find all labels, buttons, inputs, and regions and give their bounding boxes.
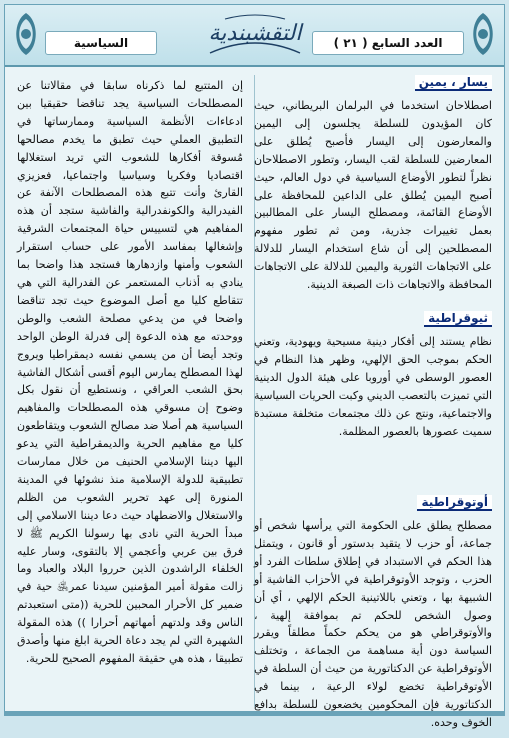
section-body: نظام يستند إلى أفكار دينية مسيحية ويهودية، وتعني الحكم بموجب الحق الإلهي، وظهر هذا النظام في العصور الوسطى في أوروبا على هيئة الدول الدينية التي تميزت بالتعصب الديني وكبت الحريات السياسية والاجتماعية، ونتج عن ذلك مجتمعات متخلفة مستبدة سميت عصورها بالعصور المظلمة. xyxy=(254,335,492,438)
section-body: اصطلاحان استخدما في البرلمان البريطاني، حيث كان المؤيدون للسلطة يجلسون إلى اليمين والمعارضون إلى اليسار فأصبح يُطلق على المعارضين للسلطة لقب اليسار، وتطور الاصطلاحان نظراً لتطور الأوضاع السياسية في دول العالم، حيث أصبح اليمين يُطلق على الداعين للمحافظة على الأوضاع القائمة، ومصطلح اليسار على المطالبين بعمل تغييرات جذرية، ومن ثم تطور مفهوم المصطلحين إلى أن شاع استخدام اليسار للدلالة على الاتجاهات الثورية واليمين للدلالة على الاتجاهات المحافظة والاتجاهات ذات الصبغة الدينية. xyxy=(254,99,492,292)
section-theocracy xyxy=(254,307,492,446)
section-left-right xyxy=(254,71,492,300)
left-column xyxy=(17,77,243,674)
article-body: إن المتتبع لما ذكرناه سابقا في مقالاتنا عن المصطلحات السياسية يجد تناقضا حقيقيا بين ادعاءات الأنظمة السياسية وممارساتها في التطبيق العملي حيث تطبق ما يخدم مصالحها مُسوقة أفكارها للشعوب التي تريد استغلالها اقتصاديا وفكريا وسياسيا واجتماعيا، فعزيزي القارئ وأنت تتبع هذه المصطلحات الآنفة عن الفيدرالية والكونفدرالية والفاشية ستجد أن هذه المفاهيم هي لتسييس حياة المجتمعات الشرقية وإشغالها بمفاسد الأمور على حساب استقرار الشعوب وأمنها وازدهارها فستجد هذا واضحا بما ينادي به أذناب المستعمر عن الفدرالية التي هي تتقاطع كليا مع أصل الموضوع حيث تجد تناقضا واضحا في من يدعي مصلحة الشعب والوطن ووحدته مع هذه الدعوة إلى فدرلة الوطن الواحد وتجد أيضا أن من يسمي نفسه ديمقراطيا ويروج لهذا المصطلح يمارس اليوم أقسى أشكال الفاشية بحق الشعب العراقي ، ونستطيع أن نقول بكل وضوح إن مسوقي هذه المصطلحات والمفاهيم السياسية هم أصلا ضد مصالح الشعوب ويتقاطعون كليا مع مفاهيم الحرية والديمقراطية التي يدعو اليها ديننا الإسلامي الحنيف من خلال ممارسات تطبيقية للدولة الإسلامية منذ نشوئها في المدينة المنورة إلى عهد تحرير الشعوب من الظلم والاستغلال والاضطهاد حيث دعا ديننا الاسلامي إلى مبدأ الحرية التي نادى بها رسولنا الكريم ﷺ لا فرق بين عربي وأعجمي إلا بالتقوى، وسار عليه الخلفاء الراشدون الذين حرروا البلاد والعباد وما زالت مقولة أمير المؤمنين سيدنا عمر﵁ حية في ضمير كل الأحرار المحبين للحرية ((متى استعبدتم الناس وقد ولدتهم أمهاتهم أحرارا )) هذه المقولة الشهيرة التي لم يجد دعاة الحرية ابلغ منها وأصدق تطبيقا ، هذه هي حقيقة المفهوم الصحيح للحرية. xyxy=(17,79,243,665)
section-heading: يسار ، يمين xyxy=(415,75,492,91)
issue-number-label: العدد السابع ( ٢١ ) xyxy=(312,31,464,55)
page-header xyxy=(5,5,504,67)
ornament-icon xyxy=(468,11,498,57)
logo-text: التقشبندية xyxy=(208,21,302,46)
section-heading: ثيوقراطية xyxy=(424,311,492,327)
magazine-page xyxy=(4,4,505,729)
ornament-icon xyxy=(11,11,41,57)
magazine-logo xyxy=(205,13,305,59)
section-heading: أوتوقراطية xyxy=(417,495,492,511)
section-label: السياسية xyxy=(45,31,157,55)
section-autocracy xyxy=(254,491,492,738)
page-frame-bottom xyxy=(5,711,504,715)
section-body: مصطلح يطلق على الحكومة التي يرأسها شخص أو جماعة، أو حزب لا يتقيد بدستور أو قانون ، ويتمثل هذا الحكم في الاستبداد في إطلاق سلطات الفرد أو الحزب ، وتوجد الأوتوقراطية في الأحزاب الفاشية أو الشبيهة بها ، وتعني باللاتينية الحكم الإلهي ، أي أن وصول الشخص للحكم تم بموافقة إلهية ، والأوتوقراطي هو من يحكم حكماً مطلقاً ويقرر السياسة دون أية مساهمة من الجماعة ، وتختلف الأوتوقراطية عن الدكتاتورية من حيث أن السلطة في الأوتوقراطية تخضع لولاء الرعية ، بينما في الدكتاتورية فإن المحكومين يخضعون للسلطة بدافع الخوف وحده. xyxy=(254,519,492,729)
